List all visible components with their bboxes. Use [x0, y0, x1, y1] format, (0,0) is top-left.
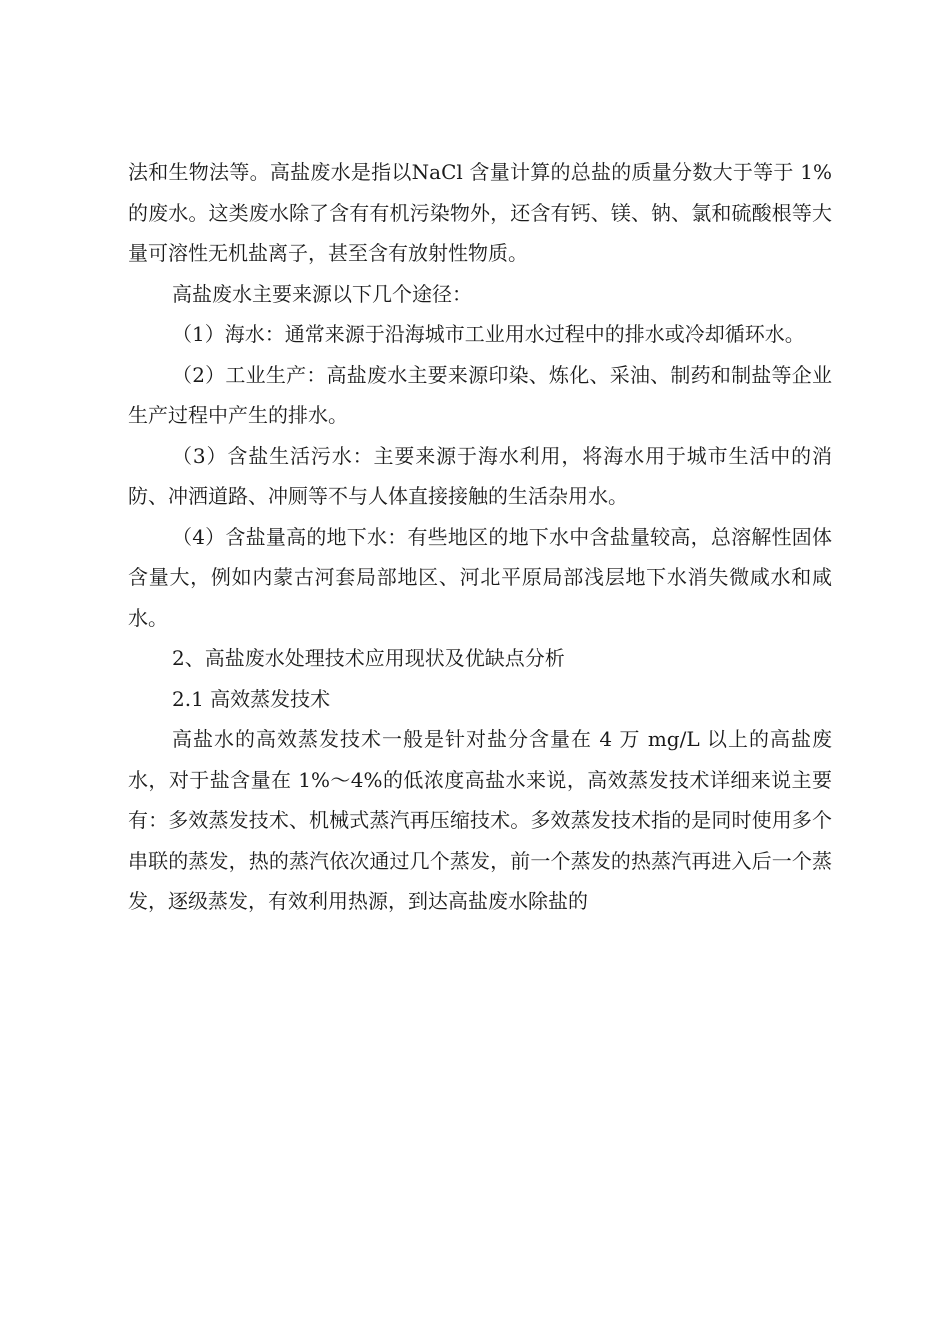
- list-item-seawater: （1）海水：通常来源于沿海城市工业用水过程中的排水或冷却循环水。: [172, 322, 805, 346]
- list-item-groundwater: （4）含盐量高的地下水：有些地区的地下水中含盐量较高，总溶解性固体含量大，例如内蒙古河套局部地区、河北平原局部浅层地下水消失微咸水和咸水。: [128, 524, 832, 630]
- list-item-industrial: （2）工业生产：高盐废水主要来源印染、炼化、采油、制药和制盐等企业生产过程中产生的排水。: [128, 362, 832, 427]
- subsection-heading-2-1: 2.1 高效蒸发技术: [172, 686, 331, 711]
- paragraph-evaporation: 高盐水的高效蒸发技术一般是针对盐分含量在 4 万 mg/L 以上的高盐废水，对于盐含量在 1%～4%的低浓度高盐水来说，高效蒸发技术详细来说主要有：多效蒸发技术、机械式蒸汽再压缩技术。多效蒸发技术指的是同时使用多个串联的蒸发，热的蒸汽依次通过几个蒸发，前一个蒸发的热蒸汽再进入后一个蒸发，逐级蒸发，有效利用热源，到达高盐废水除盐的: [128, 727, 832, 913]
- paragraph-sources-intro: 高盐废水主要来源以下几个途径：: [172, 281, 472, 306]
- list-item-domestic-sewage: （3）含盐生活污水：主要来源于海水利用，将海水用于城市生活中的消防、冲洒道路、冲厕等不与人体直接接触的生活杂用水。: [128, 443, 832, 508]
- paragraph-continuation: 法和生物法等。高盐废水是指以NaCl 含量计算的总盐的质量分数大于等于 1%的废水。这类废水除了含有有机污染物外，还含有钙、镁、钠、氯和硫酸根等大量可溶性无机盐离子，甚至含有放射性物质。: [128, 160, 832, 265]
- document-body: [128, 152, 832, 922]
- section-heading-2: 2、高盐废水处理技术应用现状及优缺点分析: [172, 646, 565, 670]
